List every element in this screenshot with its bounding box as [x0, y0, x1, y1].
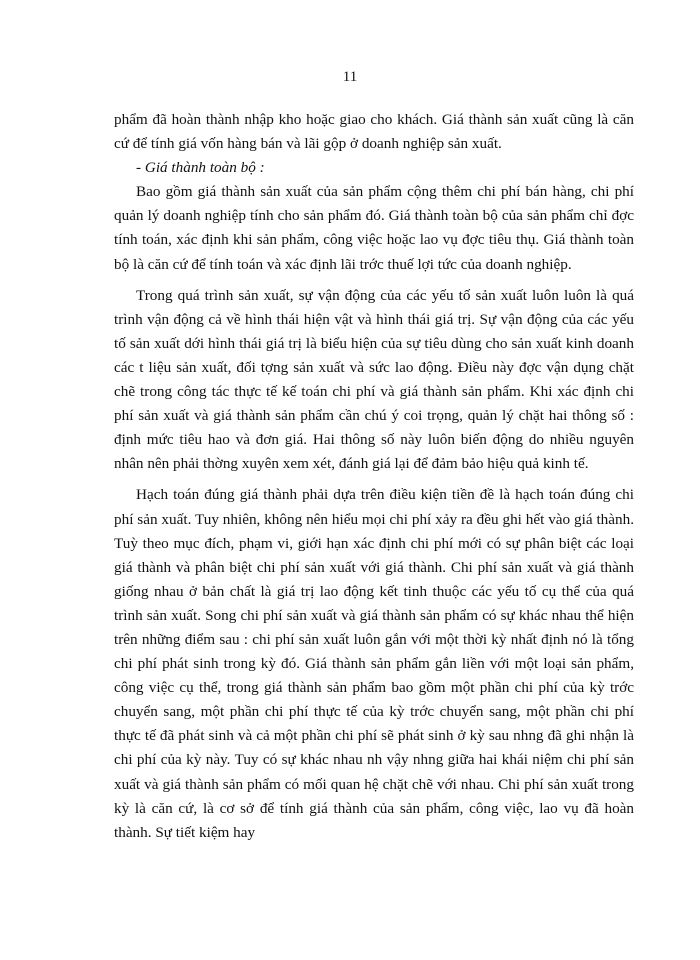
paragraph-full-cost: Bao gồm giá thành sản xuất của sản phẩm cộng thêm chi phí bán hàng, chi phí quản lý doanh nghiệp tính cho sản phẩm đó. Giá thành toàn bộ của sản phẩm chỉ đợc tính toán, xác định khi sản phẩm, công việc hoặc lao vụ đợc tiêu thụ. Giá thành toàn bộ là căn cứ để tính toán và xác định lãi trớc thuế lợi tức của doanh nghiệp.	[114, 183, 634, 273]
page-number: 11	[342, 69, 358, 85]
paragraph-cost-accounting: Hạch toán đúng giá thành phải dựa trên điều kiện tiền đề là hạch toán đúng chi phí sản xuất. Tuy nhiên, không nên hiểu mọi chi phí xảy ra đều ghi hết vào giá thành. Tuỳ theo mục đích, phạm vi, giới hạn xác định chi phí mới có sự phân biệt các loại giá thành và phân biệt chi phí sản xuất với giá thành. Chi phí sản xuất và giá thành giống nhau ở bản chất là giá trị lao động kết tinh thuộc các yếu tố cụ thể của quá trình sản xuất. Song chi phí sản xuất và giá thành sản phẩm có sự khác nhau thể hiện trên những điểm sau : chi phí sản xuất luôn gắn với một thời kỳ nhất định nó là tổng chi phí phát sinh trong kỳ đó. Giá thành sản phẩm gắn liền với một loại sản phẩm, công việc cụ thể, trong giá thành sản phẩm bao gồm một phần chi phí của kỳ trớc chuyển sang, một phần chi phí thực tế của kỳ trớc chuyển sang, một phần chi phí thực tế đã phát sinh và cả một phần chi phí sẽ phát sinh ở kỳ sau nhng đã ghi nhận là chi phí của kỳ này. Tuy có sự khác nhau nh vậy nhng giữa hai khái niệm chi phí sản xuất và giá thành sản phẩm có mối quan hệ chặt chẽ với nhau. Chi phí sản xuất trong kỳ là căn cứ, là cơ sở để tính giá thành của sản phẩm, công việc, lao vụ đã hoàn thành. Sự tiết kiệm hay	[114, 486, 634, 841]
paragraph-continuation: phẩm đã hoàn thành nhập kho hoặc giao cho khách. Giá thành sản xuất cũng là căn cứ để tính giá vốn hàng bán và lãi gộp ở doanh nghiệp sản xuất.	[114, 111, 634, 153]
page-body	[114, 108, 634, 845]
paragraph-production-process: Trong quá trình sản xuất, sự vận động của các yếu tố sản xuất luôn luôn là quá trình vận động cả về hình thái hiện vật và hình thái giá trị. Sự vận động của các yếu tố sản xuất dới hình thái giá trị là biểu hiện của sự tiêu dùng cho sản xuất kinh doanh các t liệu sản xuất, đối tợng sản xuất và sức lao động. Điều này đợc vận dụng chặt chẽ trong công tác thực tế kế toán chi phí và giá thành sản phẩm. Khi xác định chi phí sản xuất và giá thành sản phẩm cần chú ý coi trọng, quản lý chặt hai thông số : định mức tiêu hao và đơn giá. Hai thông số này luôn biến động do nhiều nguyên nhân nên phải thờng xuyên xem xét, đánh giá lại để đảm bảo hiệu quả kinh tế.	[114, 286, 634, 473]
section-heading-full-cost: - Giá thành toàn bộ :	[136, 159, 265, 177]
